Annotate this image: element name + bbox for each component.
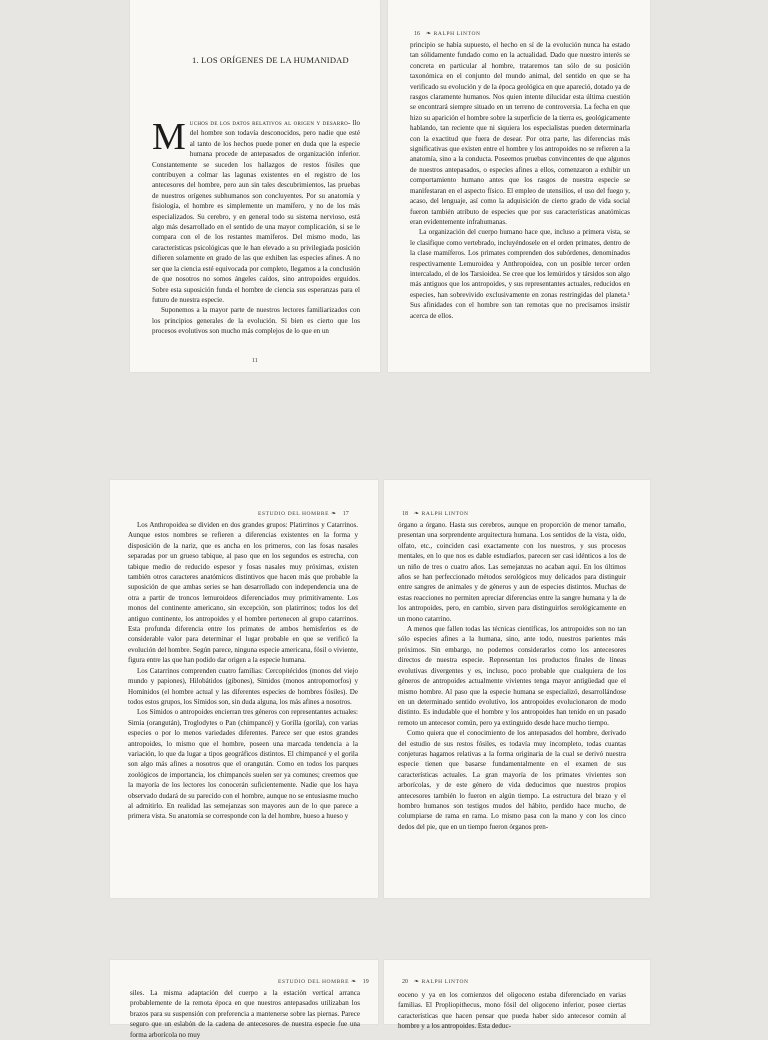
opening-smallcaps: uchos de los datos relativos al origen y desarro- [189, 119, 351, 127]
paragraph: Como quiera que el conocimiento de los antepasados del hombre, derivado del estudio de sus restos fósiles, es todavía muy incompleto, todas cuantas conjeturas hagamos relativas a la forma originaria de la cual se derivó nuestra especie tienen que basarse fundamentalmente en el examen de sus características actuales. La gran mayoría de los primates vivientes son arborícolas, y de este género de vida deducimos que nuestros propios antecesores también lo fueron en algún tiempo. La estructura del brazo y el hombro humanos son testigos mudos del hábito, perdido hace mucho, de columpiarse de rama en rama. Lo mismo pasa con la mano y con los cinco dedos del pie, que en un tiempo fueron órganos pren- [398, 729, 626, 831]
paragraph [152, 118, 360, 305]
page-11 [130, 0, 380, 372]
folio: 11 [252, 358, 258, 364]
page-17-text [128, 520, 358, 822]
page-17 [110, 480, 378, 898]
ornament-icon: ❧ [351, 979, 357, 985]
paragraph: siles. La misma adaptación del cuerpo a la estación vertical arranca probablemente de la remota época en que nuestros antepasados utilizaban los brazos para su suspensión con preferencia a mantenerse sobre las piernas. Parece seguro que un eslabón de la cadena de antecesores de nuestra especie fue una forma arborícola no muy [130, 989, 360, 1039]
page-18 [384, 480, 650, 898]
paragraph: Los Símidos o antropoides encierran tres géneros con representantes actuales: Simia (orangután), Troglodytes o Pan (chimpancé) y Gorilla (gorila), con varias especies o por lo menos variedades diferentes. Parece ser que estos grandes antropoides, lo mismo que el hombre, poseen una marcada tendencia a la variación, lo que da lugar a tipos geográficos distintos. El chimpancé y el gorila son algo más afines a nosotros que el orangután. Como en todos los parques zoológicos de importancia, los chimpancés suelen ser ya comunes; creemos que la mayoría de los lectores los conocerán suficientemente. Nadie que los haya observado dudará de su parecido con el hombre, aunque no se entusiasme mucho al admitirlo. En realidad las semejanzas son mayores aun de lo que parece a primera vista. Su anatomía se corresponde con la del hombre, hueso a hueso y [128, 708, 358, 821]
paragraph: A menos que fallen todas las técnicas científicas, los antropoides son no tan sólo especies afines a la humana, sino, ante todo, nuestros parientes más próximos. Sin embargo, no podemos considerarlos como los antecesores directos de nuestra especie. Representan los productos finales de líneas evolutivas divergentes y es, incluso, poco probable que cualquiera de los géneros de antropoides actualmente vivientes tenga mayor antigüedad que el mismo hombre. Al paso que la especie humana se especializó, desarrollándose en un determinado sentido evolutivo, los antropoides evolucionaron de modo distinto. Es indudable que el hombre y los antropoides han tenido en un pasado remoto un antecesor común, pero ya extinguido desde hace mucho tiempo. [398, 625, 626, 727]
paragraph: principio se había supuesto, el hecho en sí de la evolución nunca ha estado tan sólidamente fundado como en la actualidad. Dado que nuestro interés se concreta en particular al hombre, trataremos tan sólo de su posición taxonómica en el conjunto del mundo animal, del sentido en que se ha verificado su evolución y de la época geológica en que apareció, dotado ya de rasgos claramente humanos. Nos quien intente dilucidar esta última cuestión se encontrará siempre situado en un terreno de controversia. La fecha en que hizo su aparición el hombre sobre la superficie de la tierra es, geológicamente hablando, tan reciente que ni siquiera los especialistas pueden determinarla con la exactitud que fuera de desear. Por otra parte, las diferencias más significativas que existen entre el hombre y los antropoides no se refieren a la anatomía, sino a la conducta. Poseemos pruebas convincentes de que algunos de nuestros antepasados, o especies afines a ellos, comenzaron a exhibir un comportamiento humano antes que los rasgos de nuestra especie se manifestaran en el aspecto físico. El empleo de utensilios, el uso del fuego y, acaso, del lenguaje, así como la adquisición de cierto grado de vida social fueron también atributo de especies que por sus características anatómicas eran evidentemente infrahumanas. [410, 41, 630, 226]
page-11-text [152, 118, 360, 337]
paragraph: Los Catarrinos comprenden cuatro familias: Cercopitécidos (monos del viejo mundo y papiones), Hilobátidos (gibones), Símidos (monos antropomorfos) y Homínidos (el hombre actual y las diferentes especies de hombres fósiles). De todos estos grupos, los Símidos son, sin duda alguna, los más afines a nosotros. [128, 666, 358, 706]
page-18-text [398, 520, 626, 832]
running-head-title: RALPH LINTON [433, 31, 481, 37]
page-number: 17 [342, 511, 349, 517]
page-16 [388, 0, 650, 372]
chapter-title: 1. LOS ORÍGENES DE LA HUMANIDAD [192, 55, 349, 65]
page-20 [384, 960, 650, 1031]
ornament-icon: ❧ [414, 979, 420, 985]
page-20-text [398, 990, 626, 1032]
paragraph: Suponemos a la mayor parte de nuestros lectores familiarizados con los principios generales de la evolución. Si bien es cierto que los procesos evolutivos son mucho más complejos de lo que en un [152, 306, 360, 336]
running-head [258, 510, 353, 517]
ornament-icon: ❧ [331, 511, 337, 517]
running-head [398, 978, 469, 985]
drop-cap: M [152, 116, 186, 158]
page-16-text [410, 40, 630, 321]
page-number: 19 [362, 979, 369, 985]
running-head-title: RALPH LINTON [421, 511, 469, 517]
page-number: 20 [402, 979, 408, 985]
paragraph: Los Anthropoidea se dividen en dos grandes grupos: Platirrinos y Catarrinos. Aunque estos nombres se refieren a diferencias existentes en la forma y disposición de la nariz, que es ancha en los primeros, con las fosas nasales separadas por un grueso tabique, al paso que en los segundos es estrecha, con tabique medio de reducido espesor y fosas nasales muy próximas, existen también otros caracteres anatómicos distintivos que hacen más que probable la suposición de que ambas series se han desarrollado con independencia una de otra a partir de troncos lemuroideos diferenciados muy primitivamente. Los monos del continente americano, sin excepción, son platirrinos; todos los del antiguo continente, los antropoides y el hombre pertenecen al grupo catarrinos. Esta profunda diferencia entre los primates de ambos hemisferios es de considerable valor para determinar el lugar probable en que se verificó la evolución del hombre. Según parece, ninguna especie americana, fósil o viviente, figura entre las que han podido dar origen a la especie humana. [128, 521, 358, 665]
paragraph: La organización del cuerpo humano hace que, incluso a primera vista, se le clasifique como vertebrado, incluyéndosele en el orden primates, dentro de la clase mamíferos. Los primates comprenden dos subórdenes, denominados respectivamente Lemuroidea y Anthropoidea, con un posible tercer orden intercalado, el de los Tarsioidea. Se cree que los lemúridos y társidos son algo más antiguos que los antropoides, y sus representantes actuales, reducidos en especies, han sobrevivido exclusivamente en zonas restringidas del planeta.¹ Sus afinidades con el hombre son tan remotas que no precisamos insistir acerca de ellos. [410, 228, 630, 320]
ornament-icon: ❧ [426, 31, 432, 37]
running-head-title: RALPH LINTON [421, 979, 469, 985]
page-19-text [130, 988, 360, 1040]
running-head-title: ESTUDIO DEL HOMBRE [258, 511, 330, 517]
ornament-icon: ❧ [414, 511, 420, 517]
page-number: 16 [414, 31, 420, 37]
running-head [398, 510, 469, 517]
page-number: 18 [402, 511, 408, 517]
page-19 [110, 960, 378, 1039]
running-head [278, 978, 373, 985]
paragraph: eoceno y ya en los comienzos del oligoceno estaba diferenciado en varias familias. El Propliopithecus, mono fósil del oligoceno inferior, posee ciertas características que hacen pensar que pueda haber sido antecesor común al hombre y a los antropoides. Esta deduc- [398, 991, 626, 1031]
paragraph: órgano a órgano. Hasta sus cerebros, aunque en proporción de menor tamaño, presentan una sorprendente arquitectura humana. Los sentidos de la vista, oído, olfato, etc., coinciden casi exactamente con los nuestros, y sus procesos mentales, en lo que nos es dable estudiarlos, parecen ser casi idénticos a los de un niño de tres o cuatro años. Las semejanzas no acaban aquí. En los últimos años se han perfeccionado métodos serológicos muy delicados para distinguir entre sangres de animales y de géneros y aun de especies distintos. Muchas de estas reacciones no permiten apreciar diferencias entre la sangre humana y la de los antropoides, pero, en cambio, sirven para distinguirlos serológicamente en un mono catarrino. [398, 521, 626, 623]
running-head-title: ESTUDIO DEL HOMBRE [278, 979, 350, 985]
paragraph-text: llo del hombre son todavía desconocidos, pero nadie que esté al tanto de los hechos puede poner en duda que la especie humana procede de antepasados de organización inferior. Constantemente se suceden los hallazgos de restos fósiles que contribuyen a colmar las lagunas existentes en el registro de los antecesores del hombre, pero aun sin tales descubrimientos, las pruebas de nuestros orígenes subhumanos son concluyentes. Por su anatomía y fisiología, el hombre es simplemente un mamífero, y no de los más especializados. Su cerebro, y en general todo su sistema nervioso, está algo más desarrollado en el sentido de una mayor complicación, si se le compara con el de los restantes mamíferos. Del mismo modo, las características psicológicas que le han elevado a su privilegiada posición difieren solamente en grado de las que exhiben las especies afines. A no ser que la ciencia esté equivocada por completo, llegamos a la conclusión de que nosotros no somos ángeles caídos, sino antropoides erguidos. Sobre esta suposición funda el hombre de ciencia sus esperanzas para el futuro de nuestra especie. [152, 119, 361, 304]
running-head [410, 30, 481, 37]
